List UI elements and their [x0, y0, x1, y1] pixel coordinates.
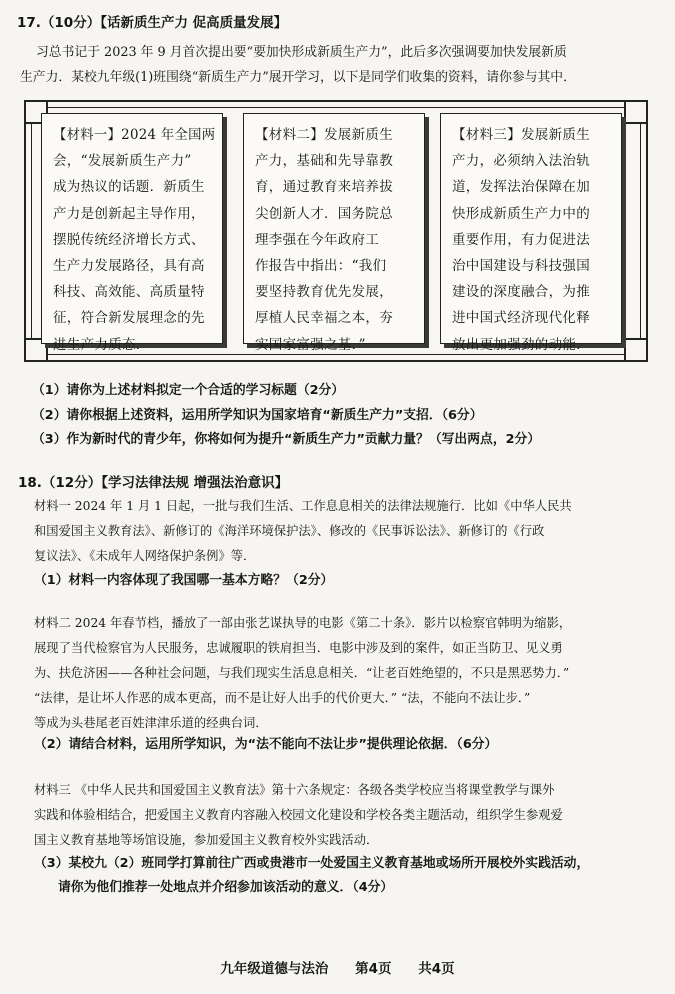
q18-subquestion-1: （1）材料一内容体现了我国哪一基本方略？（2分）: [34, 573, 334, 588]
material-1-line: 材料一 2024 年 1 月 1 日起，一批与我们生活、工作息息相关的法律法规施行．比如《中华人民共: [34, 499, 572, 513]
material-line: 重要作用，有力促进法: [452, 231, 590, 248]
material-line: 作报告中指出：“我们: [255, 258, 387, 275]
material-2-line: 为、扶危济困——各种社会问题，与我们现实生活息息相关．“让老百姓绝望的，不只是黑恶势力．”: [34, 666, 570, 680]
material-line: 产力，必须纳入法治轨: [452, 153, 590, 170]
material-2-line: 展现了当代检察官为人民服务，忠诚履职的铁肩担当．电影中涉及到的案件，如正当防卫、见义勇: [34, 641, 563, 655]
q17-intro-line-2: 生产力．某校九年级(1)班围绕“新质生产力”展开学习，以下是同学们收集的资料，请你参与其中．: [20, 70, 576, 85]
material-3-line: 实践和体验相结合，把爱国主义教育内容融入校园文化建设和学校各类主题活动，组织学生参观爱: [34, 808, 563, 822]
page-footer: 九年级道德与法治 第4页 共4页: [220, 961, 455, 977]
q18-subquestion-2: （2）请结合材料，运用所学知识，为“法不能向不法让步”提供理论依据．（6分）: [34, 737, 498, 752]
material-3-line: 国主义教育基地等场馆设施，参加爱国主义教育校外实践活动．: [34, 833, 379, 847]
material-line: 要坚持教育优先发展，: [255, 284, 393, 301]
material-2-line: 材料二 2024 年春节档，播放了一部由张艺谋执导的电影《第二十条》．影片以检察官韩明为缩影，: [34, 616, 572, 630]
material-1-line: 和国爱国主义教育法》、新修订的《海洋环境保护法》、修改的《民事诉讼法》、新修订的《行政: [34, 524, 545, 538]
material-line: 理李强在今年政府工: [255, 231, 380, 248]
material-line: 【材料一】2024 年全国两: [53, 127, 216, 143]
material-line: 成为热议的话题．新质生: [53, 179, 205, 196]
material-1-line: 复议法》、《未成年人网络保护条例》等．: [34, 549, 256, 563]
material-line: 会，“发展新质生产力”: [53, 153, 192, 170]
q17-subquestion-2: （2）请你根据上述资料，运用所学知识为国家培育“新质生产力”支招．（6分）: [32, 408, 483, 423]
q17-subquestion-1: （1）请你为上述材料拟定一个合适的学习标题（2分）: [32, 383, 345, 398]
material-line: 实国家富强之基．”: [255, 336, 366, 353]
material-line: 【材料三】发展新质生: [452, 127, 590, 143]
material-line: 治中国建设与科技强国: [452, 258, 590, 275]
frame-corner-ornament: [624, 100, 648, 124]
material-2-line: “法律，是让坏人作恶的成本更高，而不是让好人出手的代价更大．” “法，不能向不法让步．”: [34, 691, 531, 705]
material-line: 尖创新人才．国务院总: [255, 205, 393, 222]
material-line: 【材料二】发展新质生: [255, 127, 393, 143]
material-line: 建设的深度融合，为推: [452, 284, 590, 301]
material-3-line: 材料三 《中华人民共和国爱国主义教育法》第十六条规定：各级各类学校应当将课堂教学与课外: [34, 783, 555, 797]
material-line: 产力，基础和先导靠教: [255, 153, 393, 170]
material-line: 育，通过教育来培养拔: [255, 179, 393, 196]
q17-subquestion-3: （3）作为新时代的青少年，你将如何为提升“新质生产力”贡献力量？（写出两点，2分）: [32, 432, 541, 447]
material-line: 放出更加强劲的动能．: [452, 336, 590, 353]
material-line: 产力是创新起主导作用，: [53, 205, 205, 222]
material-card-3: [440, 113, 622, 353]
material-2-line: 等成为头巷尾老百姓津津乐道的经典台词．: [34, 716, 268, 730]
material-line: 摆脱传统经济增长方式、: [53, 231, 205, 248]
material-line: 生产力发展路径，具有高: [53, 258, 205, 275]
q18-header: 18.（12分）【学习法律法规 增强法治意识】: [18, 475, 289, 491]
frame-corner-ornament: [624, 338, 648, 362]
material-line: 征，符合新发展理念的先: [53, 310, 205, 327]
q18-subquestion-3: （3）某校九（2）班同学打算前往广西或贵港市一处爱国主义教育基地或场所开展校外实践活动，: [34, 856, 590, 871]
material-line: 进中国式经济现代化释: [452, 310, 590, 327]
material-line: 进生产力质态．: [53, 336, 150, 353]
q18-subquestion-3-continued: 请你为他们推荐一处地点并介绍参加该活动的意义．（4分）: [58, 880, 394, 895]
material-card-2: [243, 113, 425, 353]
material-line: 快形成新质生产力中的: [452, 205, 590, 222]
material-line: 厚植人民幸福之本，夯: [255, 310, 393, 327]
q17-header: 17.（10分）【话新质生产力 促高质量发展】: [17, 15, 288, 31]
material-line: 道，发挥法治保障在加: [452, 179, 590, 196]
material-line: 科技、高效能、高质量特: [53, 284, 205, 301]
q17-intro-line-1: 习总书记于 2023 年 9 月首次提出要“要加快形成新质生产力”，此后多次强调要加快发展新质: [36, 45, 567, 60]
material-card-1: [41, 113, 223, 353]
